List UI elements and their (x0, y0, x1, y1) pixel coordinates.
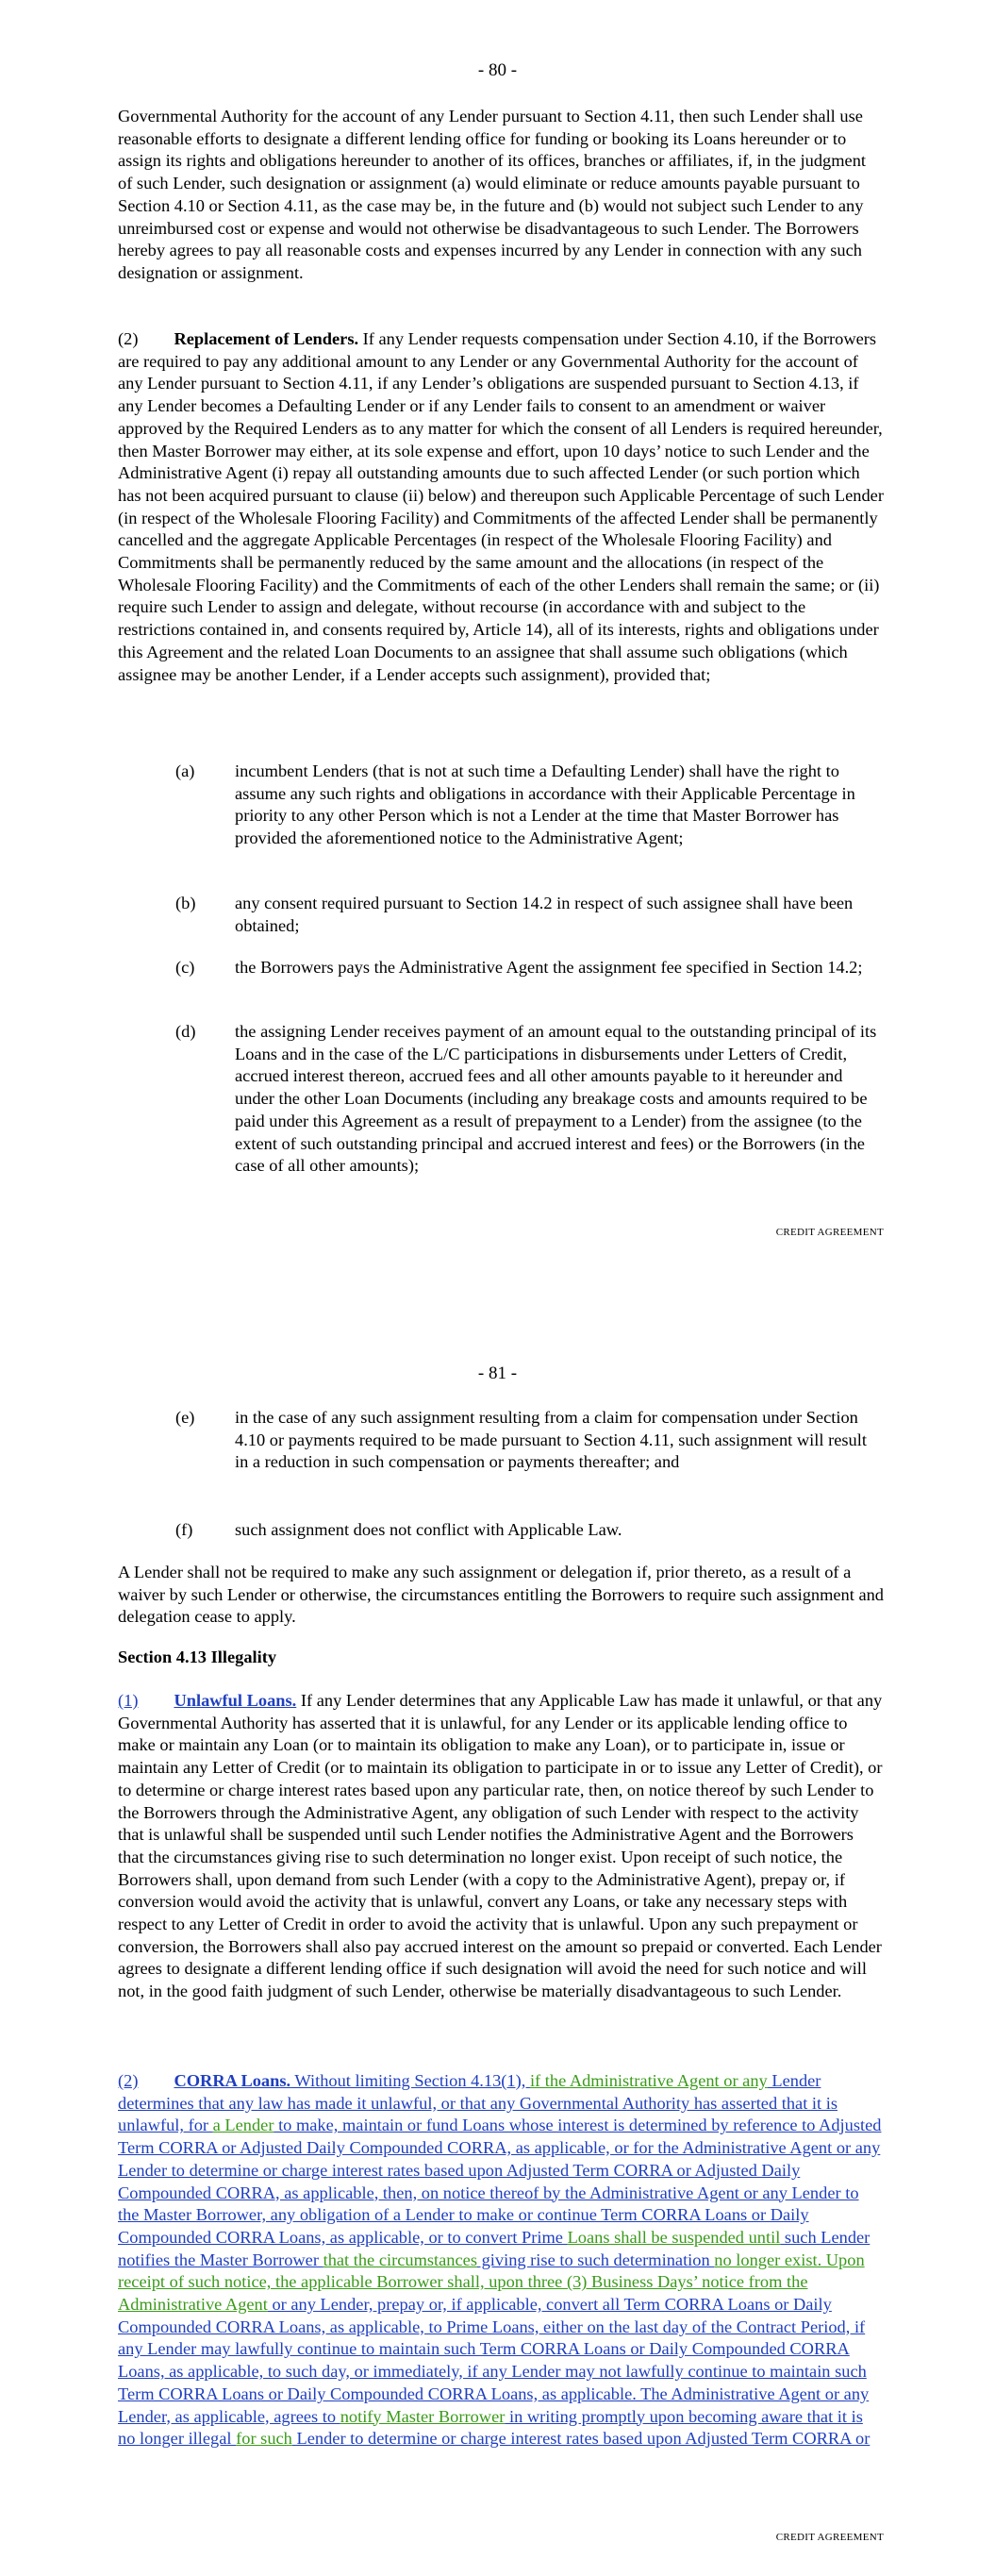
paragraph-unlawful-loans (118, 1690, 884, 2003)
revision-segment-blue: Lender to determine or charge interest rates based upon Adjusted Term CORRA or (291, 2429, 871, 2449)
paragraph-title: Unlawful Loans. (174, 1691, 297, 1710)
page-number: - 81 - (477, 1363, 518, 1383)
paragraph-continuation (118, 106, 884, 285)
section-heading: Section 4.13 Illegality (118, 1648, 277, 1666)
list-item-label: (b) (175, 894, 196, 912)
list-item-label: (c) (175, 958, 195, 977)
list-item-text: in the case of any such assignment resulting from a claim for compensation under Section 4.10 or payments required to be made pursuant to Section 4.11, such assignment will result in a reduction in such compensation or payments thereafter; and (235, 1408, 867, 1472)
list-item-label: (a) (175, 761, 195, 780)
page-footer: CREDIT AGREEMENT (775, 1227, 884, 1238)
revision-segment-green: if the Administrative Agent or any (529, 2071, 768, 2090)
list-item-text: the assigning Lender receives payment of an amount equal to the outstanding principal of its Loans and in the case of the L/C participations in disbursements under Letters of Credit, accrued interest thereon, accrued fees and all other amounts payable to it hereunder and under the other Loan Documents (including any breakage costs and amounts required to be paid under this Agreement as a result of prepayment to a Lender) from the assignee (to the extent of such outstanding principal and accrued interest and fees) or the Borrowers (in the case of all other amounts); (235, 1022, 877, 1176)
revision-segment-blue: or any Lender, prepay or, if applicable, convert all Term CORRA Loans or Daily Compounded CORRA Loans, as applicable, to Prime Loans, either on the last day of the Contract Period, if any Lender may lawfully continue to maintain such Term CORRA Loans or Daily Compounded CORRA Loans, as applicable, to such day, or immediately, if any Lender may not lawfully continue to maintain such Term CORRA Loans or Daily Compounded CORRA Loans, as applicable. The Administrative Agent or any Lender, as applicable, agrees to (118, 2295, 870, 2426)
revision-segment-blue: giving rise to such determination (476, 2250, 715, 2269)
list-item-text: any consent required pursuant to Section 14.2 in respect of such assignee shall have been obtained; (235, 894, 854, 935)
revision-segment-green: a Lender (212, 2116, 274, 2135)
revision-segment-blue: in writing promptly upon becoming aware that it is no longer illegal (118, 2406, 863, 2449)
paragraph-number: (1) (118, 1691, 139, 1710)
revision-segment-blue: Without limiting Section 4.13(1), (290, 2071, 530, 2090)
paragraph-title: CORRA Loans. (174, 2071, 291, 2090)
list-item-text: the Borrowers pays the Administrative Agent the assignment fee specified in Section 14.2; (235, 958, 863, 977)
paragraph-text: Governmental Authority for the account of any Lender pursuant to Section 4.11, then such Lender shall use reasonable efforts to designate a different lending office for funding or booking its Loans hereunder or to assign its rights and obligations hereunder to another of its offices, branches or affiliates, if, in the judgment of such Lender, such designation or assignment (a) would eliminate or reduce amounts payable pursuant to Section 4.10 or Section 4.11, as the case may be, in the future and (b) would not subject such Lender to any unreimbursed cost or expense and would not otherwise be disadvantageous to such Lender. The Borrowers hereby agrees to pay all reasonable costs and expenses incurred by any Lender in connection with any such designation or assignment. (118, 107, 866, 282)
paragraph-corra-loans (118, 2070, 884, 2451)
list-item-text: incumbent Lenders (that is not at such time a Defaulting Lender) shall have the right to assume any such rights and obligations in accordance with their Applicable Percentage in priority to any other Person which is not a Lender at the time that Master Borrower has provided the aforementioned notice to the Administrative Agent; (235, 761, 855, 848)
paragraph-text: If any Lender requests compensation under Section 4.10, if the Borrowers are required to pay any additional amount to any Lender or any Governmental Authority for the account of any Lender pursuant to Section 4.11, if any Lender’s obligations are suspended pursuant to Section 4.13, if any Lender becomes a Defaulting Lender or if any Lender fails to consent to an amendment or waiver approved by the Required Lenders as to any matter for which the consent of all Lenders is required hereunder, then Master Borrower may either, at its sole expense and effort, upon 10 days’ notice to such Lender and the Administrative Agent (i) repay all outstanding amounts due to such affected Lender (or such portion which has not been acquired pursuant to clause (ii) below) and thereupon such Applicable Percentage of such Lender (in respect of the Wholesale Flooring Facility) and Commitments of the affected Lender shall be permanently cancelled and the aggregate Applicable Percentages (in respect of the Wholesale Flooring Facility) and Commitments shall be permanently reduced by the same amount and the allocations (in respect of the Wholesale Flooring Facility) and the Commitments of each of the other Lenders shall remain the same; or (ii) require such Lender to assign and delegate, without recourse (in accordance with and subject to the restrictions contained in, and consents required by, Article 14), all of its interests, rights and obligations under this Agreement and the related Loan Documents to an assignee that shall assume such obligations (which assignee may be another Lender, if a Lender accepts such assignment), provided that; (118, 329, 884, 684)
list-item-label: (e) (175, 1408, 195, 1427)
paragraph-waiver (118, 1562, 884, 1629)
revision-segment-blue: to make, maintain or fund Loans whose interest is determined by reference to Adjusted Term CORRA or Adjusted Daily Compounded CORRA, as applicable, or for the Administrative Agent or any Lender to determine or charge interest rates based upon Adjusted Term CORRA or Adjusted Daily Compounded CORRA, as applicable, then, on notice thereof by the Administrative Agent or any Lender to the Master Borrower, any obligation of a Lender to make or continue Term CORRA Loans or Daily Compounded CORRA Loans, as applicable, or to convert Prime (118, 2116, 882, 2247)
paragraph-text: If any Lender determines that any Applicable Law has made it unlawful, or that any Governmental Authority has asserted that it is unlawful, for any Lender or its applicable lending office to make or maintain any Loan (or to maintain its obligation to make any Loan), or to participate in, issue or maintain any Letter of Credit (or to maintain its obligation to participate in or to issue any Letter of Credit), or to determine or charge interest rates based upon any particular rate, then, on notice thereof by such Lender to the Borrowers through the Administrative Agent, any obligation of such Lender with respect to the activity that is unlawful shall be suspended until such Lender notifies the Administrative Agent and the Borrowers that the circumstances giving rise to such determination no longer exist. Upon receipt of such notice, the Borrowers shall, upon demand from such Lender (with a copy to the Administrative Agent), prepay or, if conversion would avoid the activity that is unlawful, convert any Loans, or take any necessary steps with respect to any Letter of Credit in order to avoid the activity that is unlawful. Upon any such prepayment or conversion, the Borrowers shall also pay accrued interest on the amount so prepaid or converted. Each Lender agrees to designate a different lending office if such designation will avoid the need for such notice and will not, in the good faith judgment of such Lender, otherwise be materially disadvantageous to such Lender. (118, 1691, 883, 2001)
revision-segment-green: for such (236, 2429, 292, 2449)
page-number: - 80 - (477, 60, 518, 80)
page-81 (0, 1288, 995, 2576)
revision-segment-green: no longer exist. Upon receipt of such notice, the applicable Borrower shall, upon three (3) Business Days’ notice from the Administrative Agent (118, 2250, 865, 2315)
revision-segment-green: notify Master Borrower (340, 2406, 506, 2426)
paragraph-number: (2) (118, 2071, 139, 2090)
list-item-text: such assignment does not conflict with Applicable Law. (235, 1520, 622, 1539)
list-item-label: (f) (175, 1520, 193, 1539)
page-footer: CREDIT AGREEMENT (775, 2532, 884, 2543)
revision-segment-blue: Lender determines that any law has made it unlawful, or that any Governmental Authority has asserted that it is unlawful, for (118, 2071, 838, 2135)
paragraph-title: Replacement of Lenders. (174, 329, 359, 348)
list-item-label: (d) (175, 1022, 196, 1041)
revision-segment-green: Loans shall be suspended until (567, 2227, 781, 2247)
paragraph-replacement-of-lenders (118, 328, 884, 686)
revision-text (118, 2071, 881, 2448)
paragraph-number: (2) (118, 329, 139, 348)
revision-segment-blue: such Lender notifies the Master Borrower (118, 2227, 871, 2269)
revision-segment-green: that the circumstances (323, 2250, 477, 2269)
paragraph-text: A Lender shall not be required to make any such assignment or delegation if, prior thereto, as a result of a waiver by such Lender or otherwise, the circumstances entitling the Borrowers to require such assignment and delegation cease to apply. (118, 1563, 885, 1627)
